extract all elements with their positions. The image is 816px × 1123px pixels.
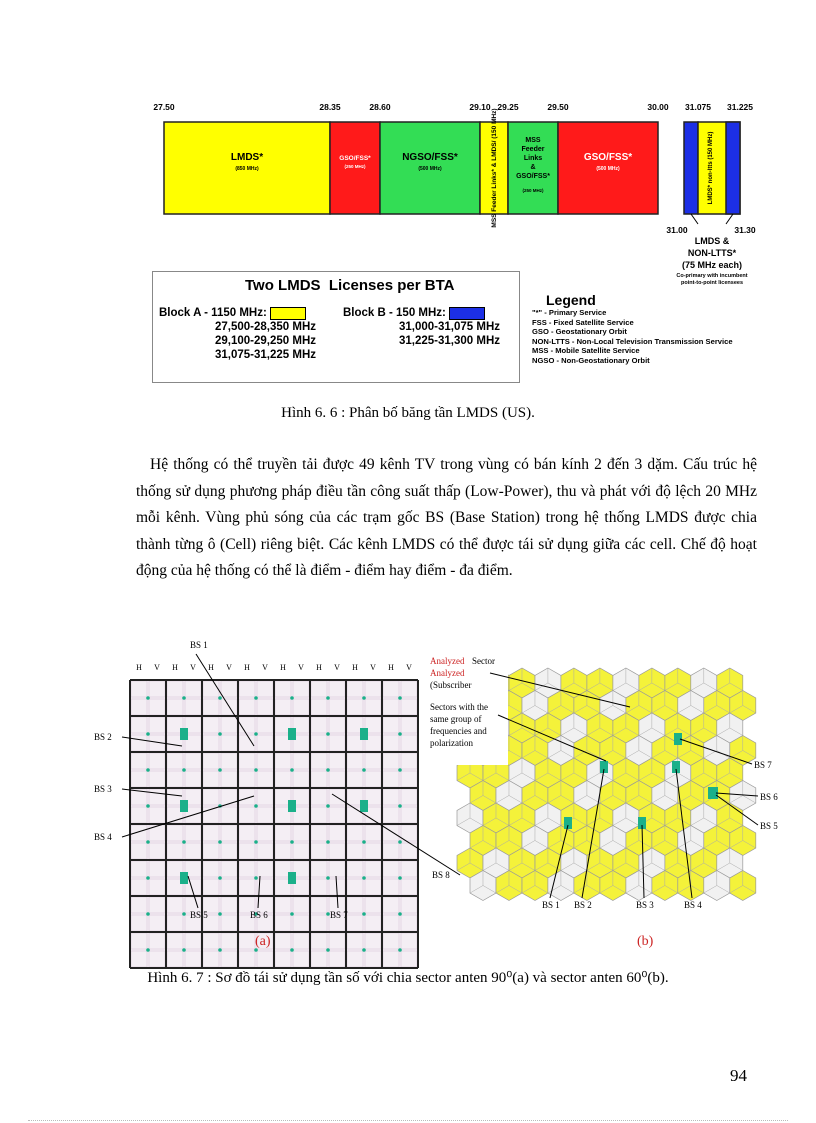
cell-center-dot [218, 732, 222, 736]
cell-center-dot [146, 912, 150, 916]
base-station-label: BS 5 [760, 821, 778, 831]
block-a-swatch [270, 307, 306, 320]
base-station-label: BS 5 [190, 910, 208, 920]
base-station-cell [288, 800, 296, 812]
legend-item: FSS - Fixed Satellite Service [532, 317, 634, 327]
block-a-range: 27,500-28,350 MHz [215, 321, 317, 333]
legend-item: NON-LTTS - Non-Local Television Transmission Service [532, 336, 733, 346]
cell-center-dot [398, 696, 402, 700]
cell-center-dot [146, 804, 150, 808]
cell-center-dot [182, 912, 186, 916]
band-sublabel: (500 MHz) [596, 166, 620, 172]
base-station-cell [288, 728, 296, 740]
frequency-label: 28.35 [319, 102, 341, 112]
base-station-label: BS 7 [754, 760, 772, 770]
block-a-range: 29,100-29,250 MHz [215, 335, 317, 347]
cell-center-dot [326, 768, 330, 772]
figure-2b-label: (b) [637, 934, 654, 949]
frequency-label: 27.50 [153, 102, 175, 112]
base-station-label: BS 1 [542, 900, 560, 910]
band-sublabel: (500 MHz) [418, 166, 442, 172]
base-station-label: BS 4 [684, 900, 702, 910]
cell-center-dot [146, 840, 150, 844]
base-station-cell [288, 872, 296, 884]
base-station-label: BS 6 [250, 910, 268, 920]
cell-center-dot [326, 840, 330, 844]
band-plan-figure [150, 96, 770, 291]
side-note-line: (75 MHz each) [681, 260, 743, 270]
band-label-line: Feeder [521, 146, 545, 153]
base-station-label: BS 2 [94, 732, 112, 742]
band-block-blue [726, 122, 740, 214]
hv-letter: V [370, 663, 376, 672]
cell-center-dot [398, 948, 402, 952]
base-station-label: BS 4 [94, 832, 112, 842]
hv-letter: H [244, 663, 250, 672]
hv-letter: H [352, 663, 358, 672]
hv-letter: V [298, 663, 304, 672]
cell-center-dot [182, 948, 186, 952]
base-station-cell [708, 787, 716, 799]
legend-item: GSO - Geostationary Orbit [532, 327, 627, 337]
band-label: NGSO/FSS* [402, 152, 458, 163]
cell-center-dot [362, 696, 366, 700]
hv-letter: H [316, 663, 322, 672]
block-b [343, 306, 500, 348]
hv-letter: V [406, 663, 412, 672]
footer-divider [28, 1120, 788, 1121]
cell-center-dot [398, 876, 402, 880]
hv-letter: H [280, 663, 286, 672]
hv-letter: H [136, 663, 142, 672]
band-label-line: MSS [525, 137, 541, 144]
sectors-note-line: polarization [430, 738, 473, 748]
legend-item: "*" - Primary Service [532, 308, 607, 317]
band-label: GSO/FSS* [339, 155, 371, 162]
sector-word: Sector [472, 656, 495, 666]
sectors-note-line: frequencies and [430, 726, 487, 736]
base-station-label: BS 1 [190, 640, 208, 650]
band-sublabel: (850 MHz) [235, 166, 259, 172]
base-station-cell [180, 872, 188, 884]
cell-center-dot [362, 948, 366, 952]
cell-center-dot [362, 840, 366, 844]
cell-center-dot [362, 768, 366, 772]
cell-center-dot [398, 840, 402, 844]
cell-center-dot [254, 696, 258, 700]
licenses-title: Two LMDS Licenses per BTA [245, 277, 455, 294]
base-station-cell [180, 728, 188, 740]
block-a-range: 31,075-31,225 MHz [215, 349, 317, 361]
frequency-label: 31.30 [734, 225, 756, 235]
figure1-caption: Hình 6. 6 : Phân bố băng tần LMDS (US). [281, 405, 535, 421]
figure-2b-hex-grid [430, 655, 790, 955]
cell-center-dot [146, 948, 150, 952]
cell-center-dot [326, 696, 330, 700]
block-a [159, 306, 316, 362]
sectors-note-line: same group of [430, 714, 482, 724]
hv-letter: H [172, 663, 178, 672]
block-b-range: 31,000-31,075 MHz [399, 321, 501, 333]
cell-center-dot [326, 948, 330, 952]
band-sublabel: (250 MHz) [522, 188, 544, 193]
analyzed-subscriber-label: Analyzed [430, 668, 465, 678]
frequency-label: 30.00 [647, 102, 669, 112]
base-station-label: BS 2 [574, 900, 592, 910]
page-number: 94 [730, 1066, 747, 1085]
block-b-label: Block B - 150 MHz: [343, 307, 446, 319]
hv-letter: H [388, 663, 394, 672]
base-station-cell [564, 817, 572, 829]
cell-center-dot [290, 912, 294, 916]
cell-center-dot [146, 876, 150, 880]
frequency-label: 29.25 [497, 102, 519, 112]
block-b-range: 31,225-31,300 MHz [399, 335, 501, 347]
base-station-label: BS 8 [432, 870, 450, 880]
side-note-line: Co-primary with incumbent [676, 273, 748, 279]
figure-2a-label: (a) [255, 934, 271, 949]
cell-center-dot [218, 696, 222, 700]
cell-center-dot [182, 840, 186, 844]
cell-center-dot [398, 804, 402, 808]
cell-center-dot [326, 804, 330, 808]
frequency-label: 31.00 [666, 225, 688, 235]
base-station-cell [360, 728, 368, 740]
band-label: LMDS* [230, 152, 264, 163]
hv-letter: V [226, 663, 232, 672]
band-sublabel: (250 MHz) [344, 164, 366, 169]
legend-item: NGSO - Non-Geostationary Orbit [532, 355, 650, 365]
side-note-line: LMDS & [694, 236, 730, 246]
cell-center-dot [326, 876, 330, 880]
subscriber-word: (Subscriber [430, 680, 472, 690]
cell-center-dot [290, 840, 294, 844]
cell-center-dot [218, 768, 222, 772]
cell-center-dot [290, 696, 294, 700]
frequency-label: 28.60 [369, 102, 391, 112]
band-label: MSS Feeder Links* & LMDS/ (150 MHz) [491, 108, 498, 228]
cell-center-dot [218, 876, 222, 880]
base-station-label: BS 7 [330, 910, 348, 920]
band-label-line: & [530, 164, 536, 171]
licenses-box [152, 271, 520, 383]
cell-center-dot [362, 876, 366, 880]
cell-center-dot [362, 912, 366, 916]
cell-center-dot [254, 732, 258, 736]
band-label-line: GSO/FSS* [516, 173, 550, 180]
hv-letter: V [190, 663, 196, 672]
figure2-caption: Hình 6. 7 : Sơ đồ tái sử dụng tần số với chia sector anten 90⁰(a) và sector anten 60⁰(b). [147, 970, 669, 986]
hv-letter: H [208, 663, 214, 672]
frequency-label: 31.225 [727, 102, 753, 112]
side-note-line: point-to-point licensees [680, 280, 744, 286]
body-paragraph [136, 452, 757, 585]
paragraph-text: Hệ thống có thể truyền tải được 49 kênh TV trong vùng có bán kính 2 đến 3 dặm. Cấu trúc hệ thống sử dụng phương pháp điều tần công suất thấp (Low-Power), thu và phát với độ lệch 20 MHz mỗi kênh. Vùng phủ sóng của các trạm gốc BS (Base Station) trong hệ thống LMDS được chia thành từng ô (Cell) riêng biệt. Các kênh LMDS có thể được tái sử dụng giữa các cell. Chế độ hoạt động của hệ thống có thể là điểm - điểm hay điểm - đa điểm. [136, 456, 757, 579]
legend [532, 292, 772, 366]
base-station-label: BS 3 [94, 784, 112, 794]
band-label-line: Links [523, 155, 543, 162]
hv-letter: V [262, 663, 268, 672]
block-a-label: Block A - 1150 MHz: [159, 307, 267, 319]
cell-center-dot [146, 768, 150, 772]
cell-center-dot [398, 768, 402, 772]
band-block-blue [684, 122, 698, 214]
band-label: GSO/FSS* [583, 152, 633, 163]
cell-center-dot [398, 912, 402, 916]
cell-center-dot [218, 948, 222, 952]
cell-center-dot [290, 768, 294, 772]
hv-letter: V [334, 663, 340, 672]
base-station-cell [360, 800, 368, 812]
frequency-label: 29.10 [469, 102, 491, 112]
legend-item: MSS - Mobile Satellite Service [532, 346, 640, 356]
cell-center-dot [398, 732, 402, 736]
hv-letter: V [154, 663, 160, 672]
cell-center-dot [254, 876, 258, 880]
cell-center-dot [182, 696, 186, 700]
cell-center-dot [182, 768, 186, 772]
cell-center-dot [146, 696, 150, 700]
cell-center-dot [218, 840, 222, 844]
cell-center-dot [218, 912, 222, 916]
base-station-cell [180, 800, 188, 812]
cell-center-dot [254, 804, 258, 808]
frequency-label: 31.075 [685, 102, 711, 112]
analyzed-sector-label: Analyzed [430, 656, 465, 666]
legend-title: Legend [546, 292, 596, 308]
base-station-label: BS 6 [760, 792, 778, 802]
block-b-swatch [449, 307, 485, 320]
cell-center-dot [146, 732, 150, 736]
cell-center-dot [290, 948, 294, 952]
side-note-line: NON-LTTS* [687, 248, 737, 258]
frequency-label: 29.50 [547, 102, 569, 112]
sectors-note-line: Sectors with the [430, 702, 488, 712]
cell-center-dot [254, 840, 258, 844]
base-station-label: BS 3 [636, 900, 654, 910]
cell-center-dot [254, 768, 258, 772]
cell-center-dot [326, 732, 330, 736]
band-label: LMDS* non-ltts (150 MHz) [708, 131, 714, 205]
